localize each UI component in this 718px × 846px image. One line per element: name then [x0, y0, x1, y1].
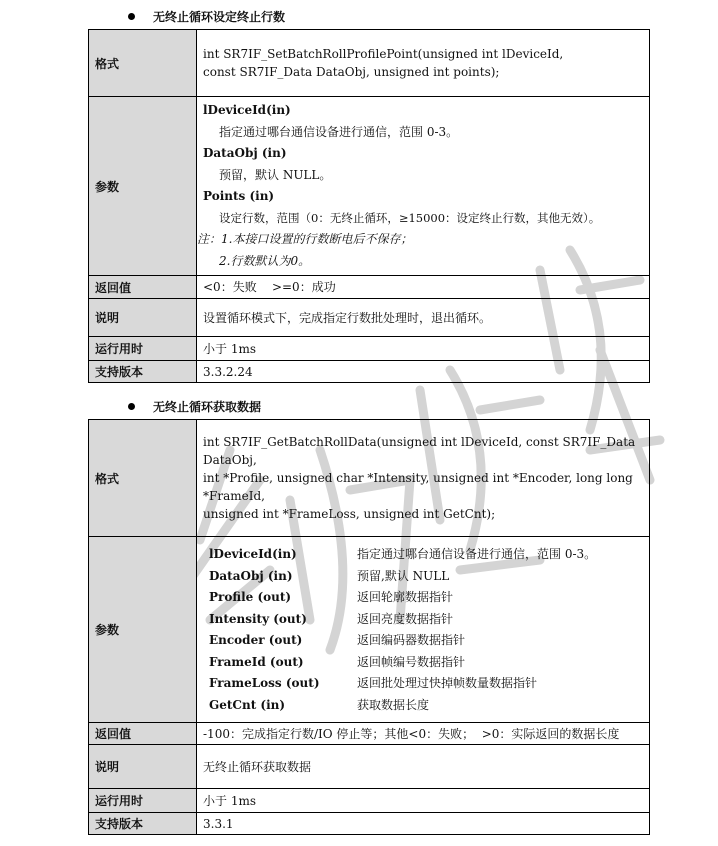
- param-name: Profile (out): [209, 590, 292, 605]
- section-heading-text: 无终止循环设定终止行数: [153, 10, 286, 24]
- runtime-label: 运行用时: [89, 789, 197, 813]
- param-row: [203, 673, 649, 695]
- description-value: 设置循环模式下，完成指定行数批处理时，退出循环。: [197, 299, 650, 337]
- param-desc: 指定通过哪台通信设备进行通信，范围 0-3。: [357, 547, 597, 562]
- section-heading-text: 无终止循环获取数据: [153, 400, 262, 414]
- params-label: 参数: [89, 537, 197, 723]
- param-name: DataObj (in): [209, 568, 293, 583]
- section-heading: [128, 398, 261, 415]
- description-label: 说明: [89, 745, 197, 789]
- return-label: 返回值: [89, 723, 197, 745]
- param-name: FrameLoss (out): [209, 676, 320, 691]
- param-name: DataObj (in): [203, 146, 287, 160]
- param-name: GetCnt (in): [209, 697, 286, 712]
- bullet-icon: [128, 403, 135, 410]
- param-name: lDeviceId(in): [209, 547, 297, 562]
- param-row: [203, 651, 649, 673]
- param-name: lDeviceId(in): [203, 103, 291, 117]
- version-label: 支持版本: [89, 813, 197, 835]
- format-cell: [197, 30, 650, 97]
- param-name: FrameId (out): [209, 654, 304, 669]
- params-cell: [197, 537, 650, 723]
- format-line: int SR7IF_SetBatchRollProfilePoint(unsigned int lDeviceId,: [203, 47, 564, 61]
- format-label: 格式: [89, 420, 197, 537]
- param-desc: 返回亮度数据指针: [357, 611, 454, 626]
- param-desc: 设定行数，范围（0：无终止循环，≥15000：设定终止行数，其他无效）。: [219, 210, 601, 225]
- param-row: [203, 694, 649, 716]
- bullet-icon: [128, 13, 135, 20]
- param-desc: 预留，默认 NULL。: [219, 167, 332, 182]
- format-line: unsigned int *FrameLoss, unsigned int GetCnt);: [203, 507, 496, 521]
- version-label: 支持版本: [89, 361, 197, 383]
- param-desc: 指定通过哪台通信设备进行通信，范围 0-3。: [219, 124, 459, 139]
- param-row: [203, 544, 649, 566]
- param-desc: 返回编码器数据指针: [357, 633, 466, 648]
- description-label: 说明: [89, 299, 197, 337]
- params-label: 参数: [89, 97, 197, 276]
- param-name: Intensity (out): [209, 611, 307, 626]
- param-row: [203, 608, 649, 630]
- param-row: [203, 587, 649, 609]
- params-cell: [197, 97, 650, 276]
- runtime-value: 小于 1ms: [197, 789, 650, 813]
- version-value: 3.3.2.24: [197, 361, 650, 383]
- description-value: 无终止循环获取数据: [197, 745, 650, 789]
- param-row: [203, 630, 649, 652]
- param-desc: 预留,默认 NULL: [357, 568, 450, 583]
- param-name: Encoder (out): [209, 633, 303, 648]
- api-table-set-batch-roll-point: [88, 29, 650, 383]
- runtime-label: 运行用时: [89, 337, 197, 361]
- param-row: [203, 565, 649, 587]
- format-line: const SR7IF_Data DataObj, unsigned int points);: [203, 65, 500, 79]
- param-desc: 返回批处理过快掉帧数量数据指针: [357, 676, 538, 691]
- format-line: int *Profile, unsigned char *Intensity, unsigned int *Encoder, long long *FrameId,: [203, 471, 633, 503]
- return-value: -100：完成指定行数/IO 停止等；其他<0：失败； >0：实际返回的数据长度: [197, 723, 650, 745]
- param-desc: 获取数据长度: [357, 697, 430, 712]
- api-table-get-batch-roll-data: [88, 419, 650, 835]
- return-value: <0：失败 >=0：成功: [197, 276, 650, 299]
- param-desc: 返回帧编号数据指针: [357, 654, 466, 669]
- return-label: 返回值: [89, 276, 197, 299]
- format-cell: [197, 420, 650, 537]
- format-label: 格式: [89, 30, 197, 97]
- param-name: Points (in): [203, 189, 275, 203]
- format-line: int SR7IF_GetBatchRollData(unsigned int lDeviceId, const SR7IF_Data DataObj,: [203, 435, 636, 467]
- version-value: 3.3.1: [197, 813, 650, 835]
- section-heading: [128, 8, 285, 25]
- runtime-value: 小于 1ms: [197, 337, 650, 361]
- note-line: 注：1.本接口设置的行数断电后不保存；: [197, 232, 413, 246]
- note-line: 2.行数默认为0。: [219, 253, 311, 268]
- param-desc: 返回轮廓数据指针: [357, 590, 454, 605]
